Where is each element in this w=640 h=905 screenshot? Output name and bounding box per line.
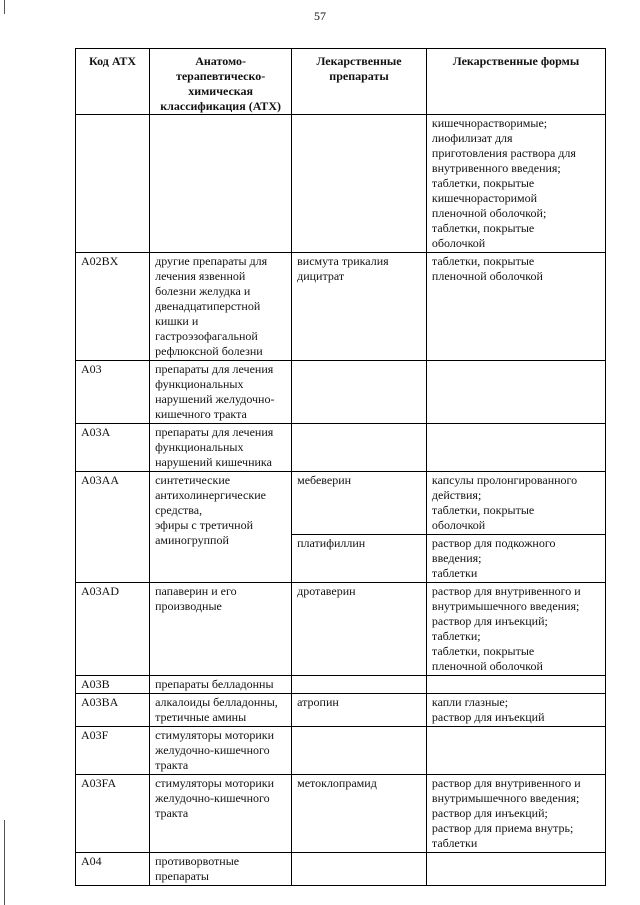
cell-forms — [426, 727, 605, 775]
cell-forms — [426, 853, 605, 886]
table-row — [76, 694, 606, 727]
cell-drug: мебеверин — [292, 472, 427, 535]
cell-forms: раствор для внутривенного и внутримышечного введения; раствор для инъекций; раствор для приема внутрь; таблетки — [426, 775, 605, 853]
table-row — [76, 853, 606, 886]
cell-classification: папаверин и его производные — [150, 583, 292, 676]
cell-drug — [292, 727, 427, 775]
cell-classification: препараты для лечения функциональных нарушений желудочно- кишечного тракта — [150, 361, 292, 424]
scan-artifact-line — [4, 820, 5, 905]
table-row — [76, 727, 606, 775]
cell-forms: капсулы пролонгированного действия; таблетки, покрытые оболочкой — [426, 472, 605, 535]
header-code: Код АТХ — [76, 49, 150, 115]
cell-drug — [292, 424, 427, 472]
cell-forms — [426, 361, 605, 424]
cell-drug: платифиллин — [292, 535, 427, 583]
cell-classification: препараты для лечения функциональных нарушений кишечника — [150, 424, 292, 472]
cell-forms: раствор для внутривенного и внутримышечного введения; раствор для инъекций; таблетки; таблетки, покрытые пленочной оболочкой — [426, 583, 605, 676]
header-drugs: Лекарственные препараты — [292, 49, 427, 115]
cell-code: A03BA — [76, 694, 150, 727]
cell-classification — [150, 115, 292, 253]
cell-code: A04 — [76, 853, 150, 886]
header-classification: Анатомо- терапевтическо- химическая классификация (АТХ) — [150, 49, 292, 115]
cell-classification: стимуляторы моторики желудочно-кишечного тракта — [150, 775, 292, 853]
cell-code: A03FA — [76, 775, 150, 853]
cell-code: A03 — [76, 361, 150, 424]
cell-drug — [292, 676, 427, 694]
cell-code: A03A — [76, 424, 150, 472]
cell-forms — [426, 424, 605, 472]
cell-drug: висмута трикалия дицитрат — [292, 253, 427, 361]
cell-classification: противорвотные препараты — [150, 853, 292, 886]
cell-code: A02BX — [76, 253, 150, 361]
cell-code: A03F — [76, 727, 150, 775]
table-row — [76, 775, 606, 853]
table-row — [76, 583, 606, 676]
cell-classification: стимуляторы моторики желудочно-кишечного тракта — [150, 727, 292, 775]
cell-classification: алкалоиды белладонны, третичные амины — [150, 694, 292, 727]
table-row — [76, 472, 606, 535]
cell-code: A03B — [76, 676, 150, 694]
cell-classification: препараты белладонны — [150, 676, 292, 694]
cell-drug — [292, 115, 427, 253]
header-forms: Лекарственные формы — [426, 49, 605, 115]
table-header-row — [76, 49, 606, 115]
table-row — [76, 115, 606, 253]
cell-code — [76, 115, 150, 253]
page-number: 57 — [314, 9, 326, 23]
cell-drug: дротаверин — [292, 583, 427, 676]
table-row — [76, 676, 606, 694]
table-row — [76, 361, 606, 424]
table-row — [76, 253, 606, 361]
cell-drug — [292, 361, 427, 424]
cell-drug: метоклопрамид — [292, 775, 427, 853]
table-row — [76, 424, 606, 472]
cell-drug — [292, 853, 427, 886]
cell-forms — [426, 676, 605, 694]
cell-code: A03AA — [76, 472, 150, 583]
cell-classification: синтетические антихолинергические средства, эфиры с третичной аминогруппой — [150, 472, 292, 583]
cell-drug: атропин — [292, 694, 427, 727]
cell-forms: таблетки, покрытые пленочной оболочкой — [426, 253, 605, 361]
atc-table — [75, 48, 606, 886]
cell-forms: капли глазные; раствор для инъекций — [426, 694, 605, 727]
cell-code: A03AD — [76, 583, 150, 676]
cell-forms: кишечнорастворимые; лиофилизат для приготовления раствора для внутривенного введения; таблетки, покрытые кишечнорасторимой пленочной оболочкой; таблетки, покрытые оболочкой — [426, 115, 605, 253]
cell-forms: раствор для подкожного введения; таблетки — [426, 535, 605, 583]
cell-classification: другие препараты для лечения язвенной болезни желудка и двенадцатиперстной кишки и гастроэзофагальной рефлюксной болезни — [150, 253, 292, 361]
